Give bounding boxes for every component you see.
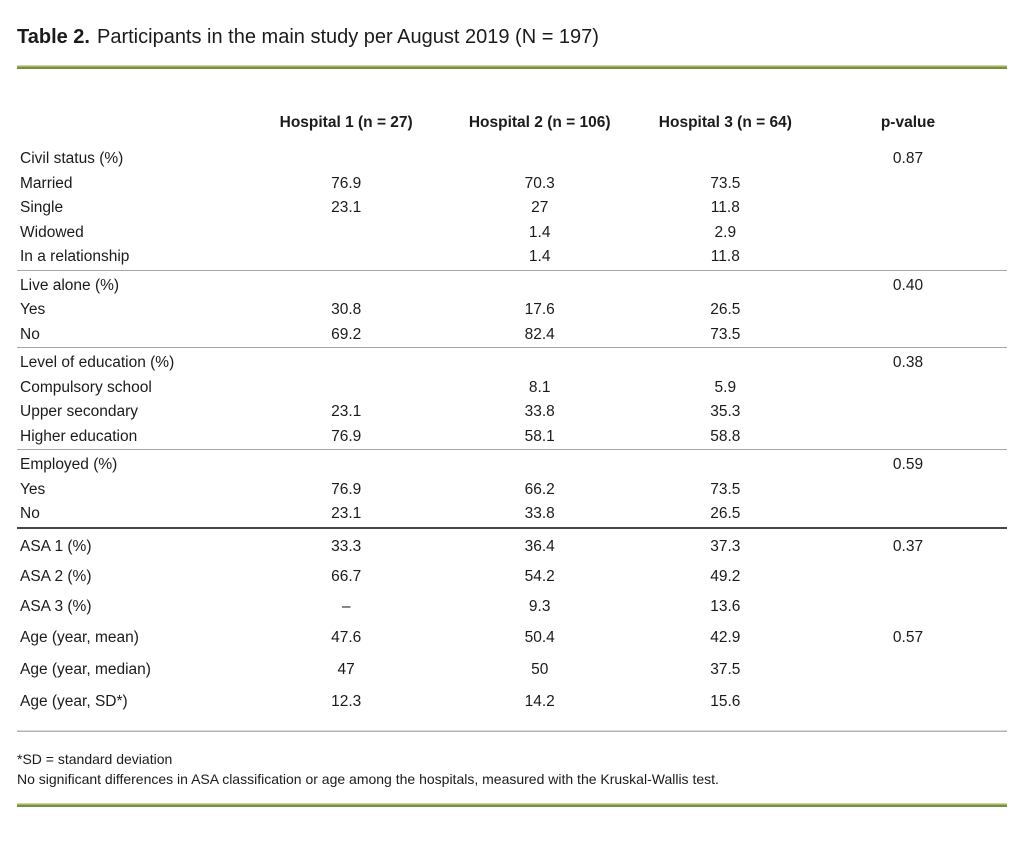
table-caption: Participants in the main study per August 2019 (N = 197) [97, 26, 599, 48]
hospital3-cell: 73.5 [710, 325, 741, 343]
pvalue-cell [809, 196, 1007, 221]
row-label-cell: Higher education [20, 427, 138, 445]
table-row [17, 450, 1007, 478]
hospital3-cell: 26.5 [710, 505, 741, 522]
hospital3-cell [642, 270, 809, 298]
hospital1-cell [255, 221, 438, 246]
table-row [17, 400, 1007, 425]
hospital2-cell: 58.1 [524, 427, 555, 445]
row-label-cell: In a relationship [20, 248, 130, 265]
hospital1-cell: 30.8 [331, 301, 362, 318]
pvalue-cell [809, 425, 1007, 450]
table-row [17, 622, 1007, 654]
hospital1-cell [255, 245, 438, 270]
header-empty [17, 69, 255, 147]
hospital1-cell: 47 [337, 660, 355, 678]
header-hospital3: Hospital 3 (n = 64) [658, 114, 792, 131]
hospital3-cell [642, 450, 809, 478]
pvalue-cell: 0.38 [809, 348, 1007, 376]
footnote-sd: *SD = standard deviation [17, 750, 173, 767]
footnote-significance: No significant differences in ASA classification or age among the hospitals, measured with the Kruskal-Wallis test. [17, 770, 719, 787]
hospital1-cell: 69.2 [331, 325, 362, 343]
row-label-cell: Age (year, SD*) [20, 692, 128, 710]
hospital3-cell: 11.8 [710, 199, 740, 216]
hospital2-cell: 82.4 [524, 325, 555, 343]
hospital3-cell: 11.8 [710, 248, 740, 265]
hospital3-cell: 2.9 [714, 223, 737, 241]
row-label-cell: Compulsory school [20, 378, 152, 396]
row-label-cell: Employed (%) [17, 450, 255, 478]
table-title [17, 24, 1007, 50]
hospital1-cell: 12.3 [331, 692, 362, 710]
pvalue-cell [809, 502, 1007, 528]
hospital1-cell: 76.9 [331, 480, 362, 498]
hospital2-cell [438, 147, 642, 172]
table-row [17, 686, 1007, 718]
row-label-cell: ASA 1 (%) [17, 528, 255, 562]
pre-footnote-rule [17, 730, 1007, 732]
hospital3-cell: 58.8 [710, 427, 741, 445]
row-label-cell: Civil status (%) [20, 150, 124, 167]
hospital1-cell [255, 376, 438, 401]
table-row [17, 196, 1007, 221]
pvalue-cell [809, 245, 1007, 270]
pvalue-cell [809, 686, 1007, 718]
hospital1-cell: 47.6 [331, 628, 362, 646]
hospital2-cell: 66.2 [524, 480, 555, 498]
table-row [17, 478, 1007, 503]
hospital2-cell [438, 270, 642, 298]
hospital2-cell: 1.4 [528, 248, 551, 265]
pvalue-cell: 0.57 [892, 628, 924, 646]
hospital3-cell: 37.5 [710, 660, 741, 678]
row-label-cell: ASA 2 (%) [20, 567, 92, 585]
pvalue-cell: 0.59 [809, 450, 1007, 478]
hospital1-cell: 66.7 [331, 567, 362, 585]
hospital2-cell: 27 [531, 199, 549, 216]
hospital2-cell: 14.2 [524, 692, 555, 710]
hospital1-cell: – [341, 597, 351, 615]
hospital3-cell: 15.6 [710, 692, 741, 710]
row-label-cell: Live alone (%) [17, 270, 255, 298]
hospital1-cell: 76.9 [331, 174, 362, 192]
hospital3-cell: 49.2 [710, 567, 741, 585]
table-row [17, 592, 1007, 622]
row-label-cell: No [20, 325, 40, 343]
hospital3-cell: 5.9 [714, 378, 737, 396]
hospital2-cell: 50.4 [524, 628, 555, 646]
participants-table [17, 69, 1007, 718]
pvalue-cell [809, 478, 1007, 503]
hospital3-cell: 35.3 [710, 403, 741, 420]
hospital3-cell: 37.3 [642, 528, 809, 562]
hospital1-cell [255, 147, 438, 172]
hospital2-cell: 1.4 [528, 223, 551, 241]
pvalue-cell: 0.87 [892, 150, 924, 167]
row-label-cell: No [20, 505, 40, 522]
pvalue-cell [809, 562, 1007, 592]
hospital3-cell: 13.6 [710, 597, 741, 615]
table-row [17, 528, 1007, 562]
table-row [17, 147, 1007, 172]
hospital1-cell: 33.3 [255, 528, 438, 562]
hospital1-cell: 23.1 [331, 403, 362, 420]
table-row [17, 298, 1007, 323]
hospital2-cell: 17.6 [524, 301, 555, 318]
pvalue-cell [809, 172, 1007, 197]
pvalue-cell: 0.40 [809, 270, 1007, 298]
table-body [17, 147, 1007, 718]
table-row [17, 562, 1007, 592]
hospital2-cell: 33.8 [524, 505, 555, 522]
header-hospital2: Hospital 2 (n = 106) [468, 114, 611, 131]
pvalue-cell [809, 400, 1007, 425]
hospital3-cell: 73.5 [710, 174, 741, 192]
hospital2-cell: 9.3 [528, 597, 551, 615]
row-label-cell: Single [20, 199, 64, 216]
hospital1-cell: 23.1 [331, 199, 362, 216]
hospital1-cell [255, 270, 438, 298]
pvalue-cell [809, 221, 1007, 246]
row-label-cell: Upper secondary [20, 403, 139, 420]
pvalue-cell [809, 592, 1007, 622]
table-row [17, 245, 1007, 270]
hospital3-cell [642, 147, 809, 172]
table-row [17, 425, 1007, 450]
table-number: Table 2. [17, 26, 90, 48]
header-row [17, 69, 1007, 147]
row-label-cell: ASA 3 (%) [20, 597, 92, 615]
hospital2-cell [438, 348, 642, 376]
hospital1-cell: 23.1 [331, 505, 362, 522]
pvalue-cell [809, 376, 1007, 401]
bottom-rule [17, 803, 1007, 807]
hospital2-cell: 36.4 [438, 528, 642, 562]
hospital2-cell: 70.3 [524, 174, 555, 192]
hospital2-cell: 8.1 [528, 378, 551, 396]
row-label-cell: Married [20, 174, 73, 192]
hospital1-cell [255, 450, 438, 478]
pvalue-cell [809, 323, 1007, 348]
hospital2-cell: 54.2 [524, 567, 555, 585]
hospital2-cell [438, 450, 642, 478]
table-row [17, 172, 1007, 197]
pvalue-cell [809, 654, 1007, 686]
table-row [17, 221, 1007, 246]
table-row [17, 502, 1007, 528]
table-row [17, 323, 1007, 348]
row-label-cell: Age (year, median) [20, 660, 151, 678]
hospital2-cell: 50 [531, 660, 549, 678]
row-label-cell: Yes [20, 301, 46, 318]
row-label-cell: Yes [20, 480, 46, 498]
pvalue-cell: 0.37 [809, 528, 1007, 562]
hospital3-cell: 26.5 [710, 301, 741, 318]
table-row [17, 376, 1007, 401]
row-label-cell: Level of education (%) [17, 348, 255, 376]
hospital3-cell [642, 348, 809, 376]
table-header [17, 69, 1007, 147]
table-row [17, 654, 1007, 686]
pvalue-cell [809, 298, 1007, 323]
row-label-cell: Widowed [20, 223, 84, 241]
hospital3-cell: 42.9 [710, 628, 741, 646]
header-pvalue: p-value [880, 114, 936, 131]
table-row [17, 348, 1007, 376]
hospital2-cell: 33.8 [524, 403, 555, 420]
hospital1-cell [255, 348, 438, 376]
header-hospital1: Hospital 1 (n = 27) [279, 114, 413, 131]
row-label-cell: Age (year, mean) [20, 628, 139, 646]
hospital3-cell: 73.5 [710, 480, 741, 498]
footnotes [17, 749, 1007, 789]
hospital1-cell: 76.9 [331, 427, 362, 445]
table-row [17, 270, 1007, 298]
